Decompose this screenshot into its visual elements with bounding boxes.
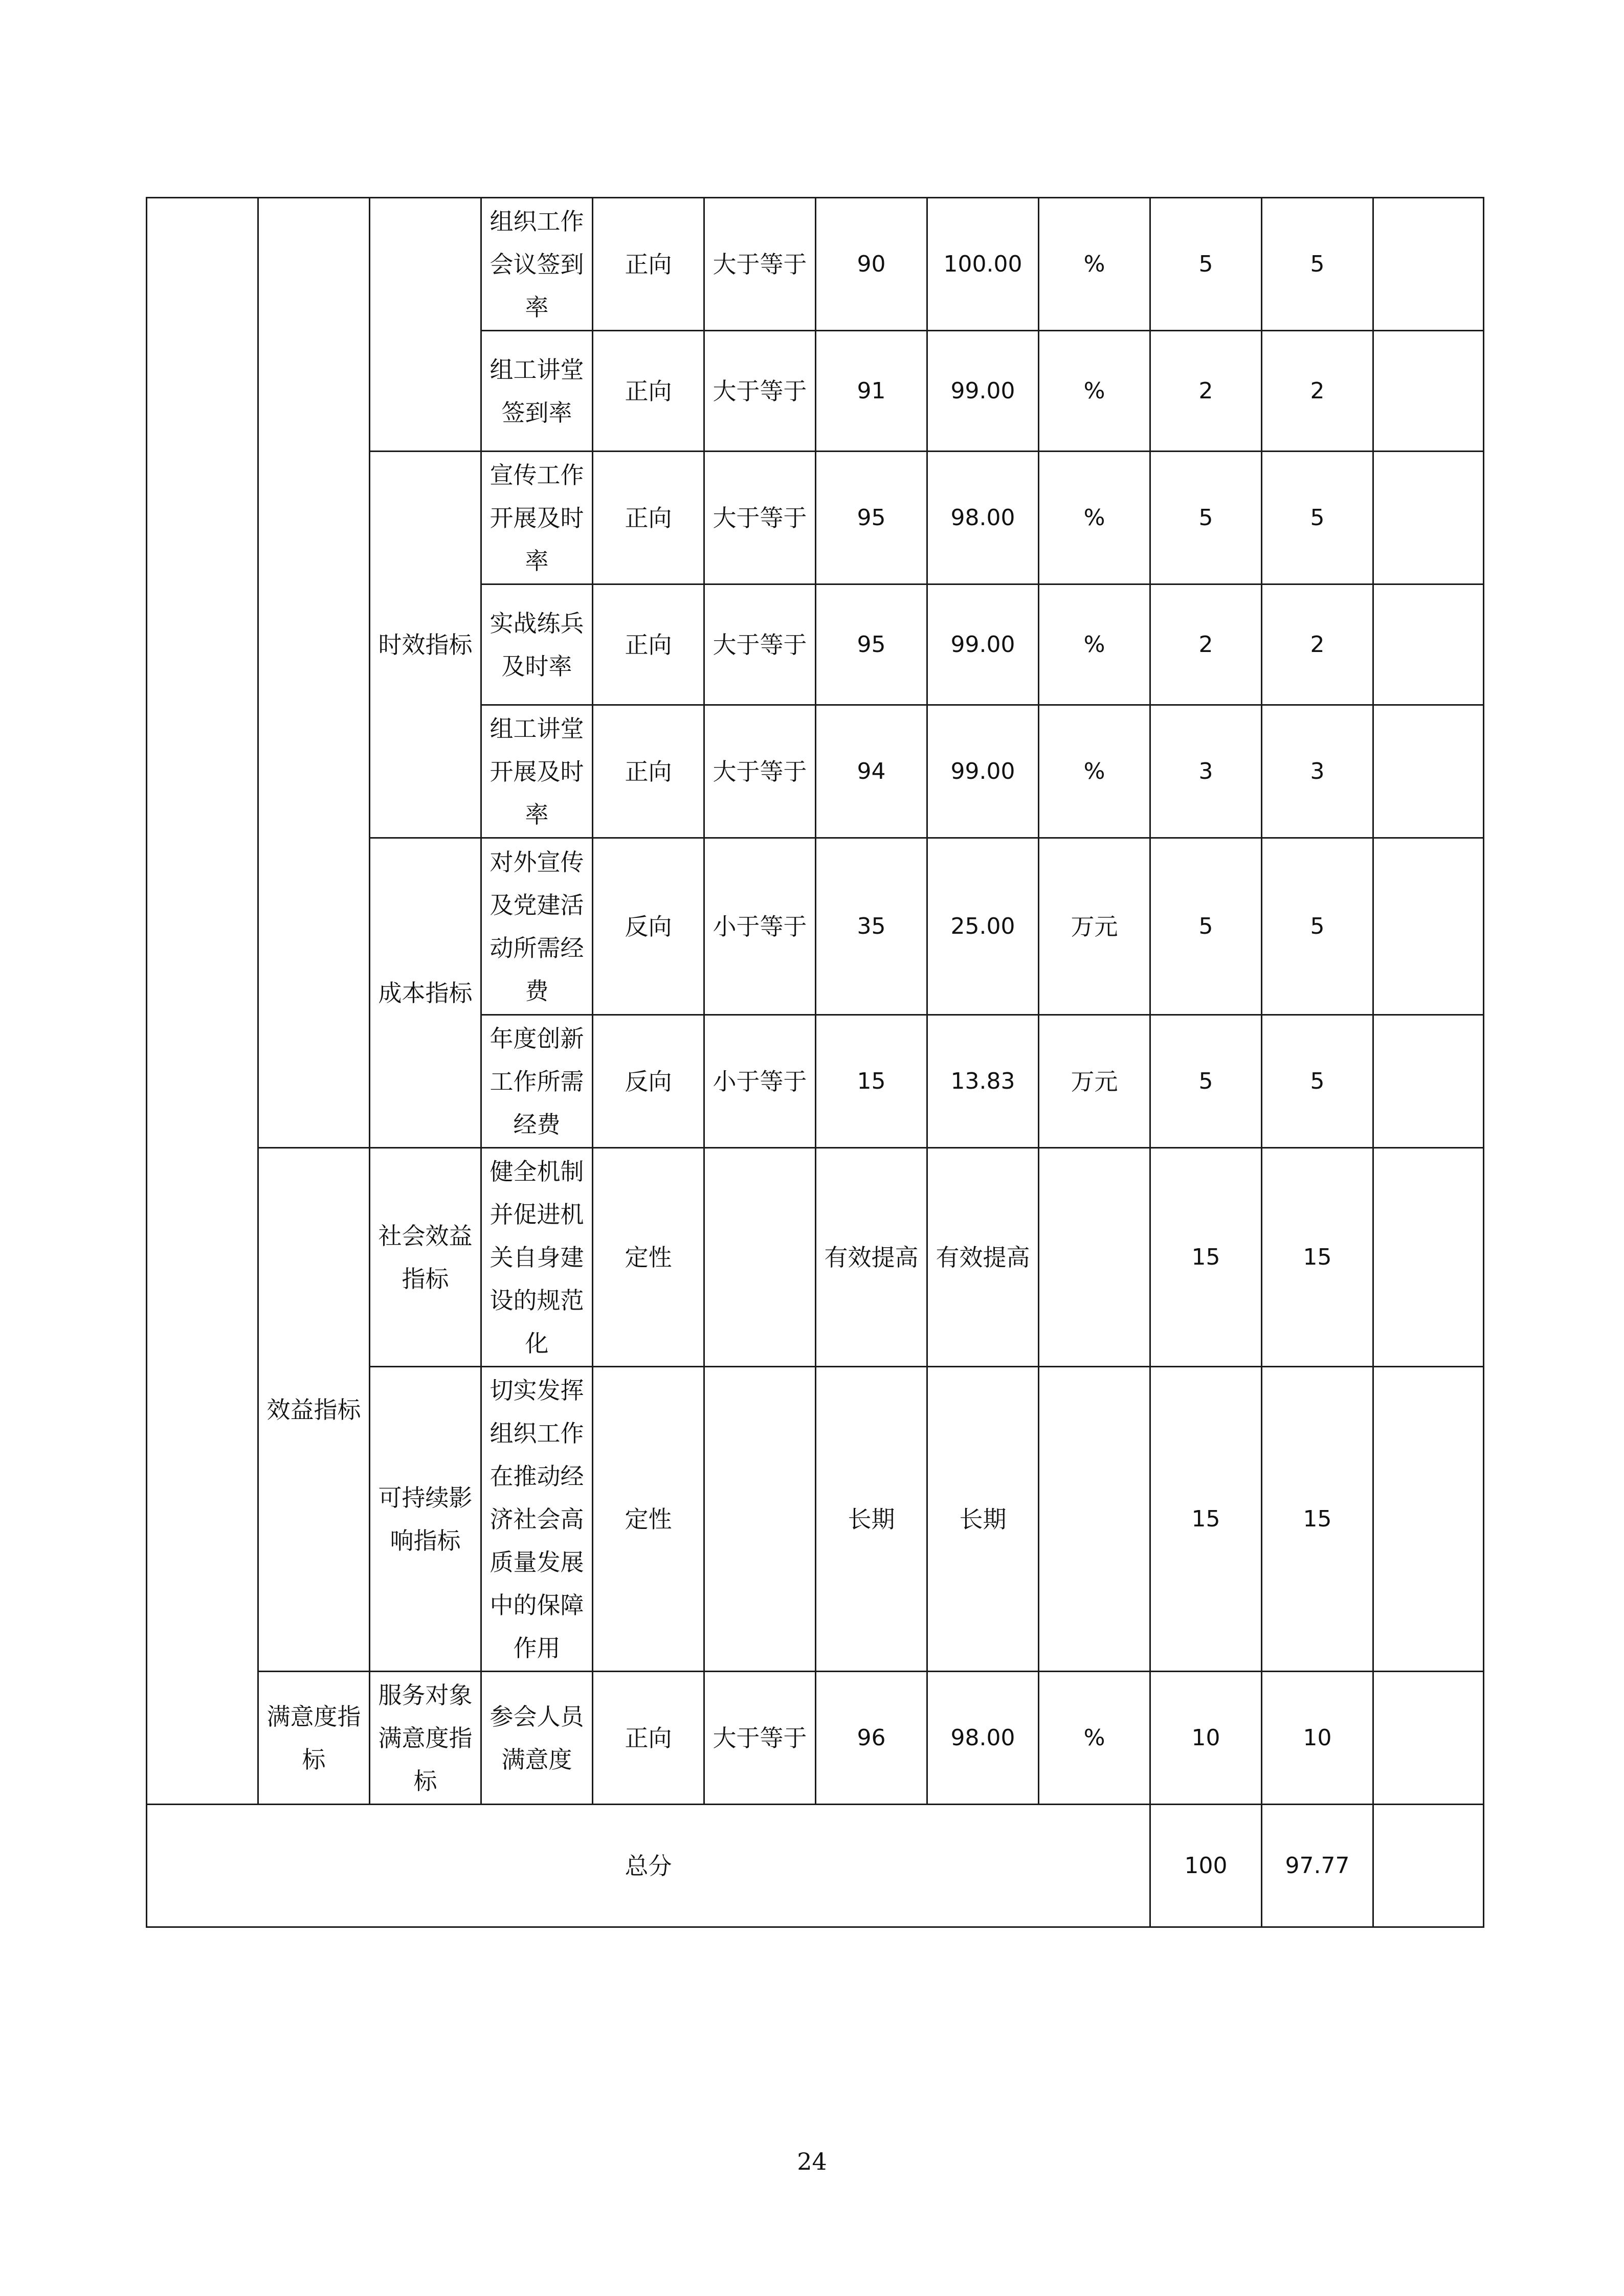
table-row bbox=[147, 1672, 1484, 1805]
weight: 15 bbox=[1150, 1148, 1262, 1367]
category-cost: 成本指标 bbox=[370, 838, 481, 1148]
indicator-name: 实战练兵及时率 bbox=[481, 584, 593, 705]
indicator-name: 年度创新工作所需经费 bbox=[481, 1015, 593, 1148]
category-social-benefit: 社会效益指标 bbox=[370, 1148, 481, 1367]
indicator-operator: 大于等于 bbox=[704, 1672, 816, 1805]
category-satisfaction: 满意度指标 bbox=[258, 1672, 370, 1805]
indicator-name: 组织工作会议签到率 bbox=[481, 198, 593, 331]
weight: 15 bbox=[1150, 1367, 1262, 1672]
unit: 万元 bbox=[1039, 1015, 1150, 1148]
remark-cell bbox=[1373, 705, 1484, 838]
remark-cell bbox=[1373, 1367, 1484, 1672]
total-row bbox=[147, 1805, 1484, 1927]
unit: % bbox=[1039, 705, 1150, 838]
score: 5 bbox=[1262, 1015, 1373, 1148]
table-row bbox=[147, 198, 1484, 331]
category-benefit: 效益指标 bbox=[258, 1148, 370, 1672]
indicator-direction: 正向 bbox=[593, 705, 704, 838]
actual-value: 长期 bbox=[927, 1367, 1039, 1672]
table-row bbox=[147, 1148, 1484, 1367]
indicator-direction: 定性 bbox=[593, 1367, 704, 1672]
unit: 万元 bbox=[1039, 838, 1150, 1015]
target-value: 95 bbox=[816, 584, 927, 705]
score: 2 bbox=[1262, 584, 1373, 705]
weight: 5 bbox=[1150, 452, 1262, 584]
indicator-name: 切实发挥组织工作在推动经济社会高质量发展中的保障作用 bbox=[481, 1367, 593, 1672]
indicator-direction: 正向 bbox=[593, 198, 704, 331]
score: 15 bbox=[1262, 1148, 1373, 1367]
indicator-name: 宣传工作开展及时率 bbox=[481, 452, 593, 584]
unit: % bbox=[1039, 331, 1150, 452]
unit: % bbox=[1039, 1672, 1150, 1805]
indicator-name: 组工讲堂签到率 bbox=[481, 331, 593, 452]
remark-cell bbox=[1373, 1148, 1484, 1367]
indicator-name: 对外宣传及党建活动所需经费 bbox=[481, 838, 593, 1015]
remark-cell bbox=[1373, 331, 1484, 452]
indicator-direction: 正向 bbox=[593, 584, 704, 705]
score: 2 bbox=[1262, 331, 1373, 452]
score: 15 bbox=[1262, 1367, 1373, 1672]
actual-value: 99.00 bbox=[927, 584, 1039, 705]
weight: 3 bbox=[1150, 705, 1262, 838]
target-value: 91 bbox=[816, 331, 927, 452]
indicator-operator: 小于等于 bbox=[704, 1015, 816, 1148]
unit bbox=[1039, 1367, 1150, 1672]
remark-cell bbox=[1373, 1015, 1484, 1148]
level3-cell-blank bbox=[370, 198, 481, 452]
target-value: 长期 bbox=[816, 1367, 927, 1672]
indicator-name: 组工讲堂开展及时率 bbox=[481, 705, 593, 838]
actual-value: 98.00 bbox=[927, 452, 1039, 584]
target-value: 35 bbox=[816, 838, 927, 1015]
level1-cell-blank bbox=[147, 198, 258, 1805]
indicator-operator: 大于等于 bbox=[704, 198, 816, 331]
indicator-name: 健全机制并促进机关自身建设的规范化 bbox=[481, 1148, 593, 1367]
category-timeliness: 时效指标 bbox=[370, 452, 481, 838]
weight: 2 bbox=[1150, 584, 1262, 705]
indicator-operator bbox=[704, 1148, 816, 1367]
indicator-direction: 正向 bbox=[593, 452, 704, 584]
indicator-operator: 大于等于 bbox=[704, 452, 816, 584]
score: 3 bbox=[1262, 705, 1373, 838]
indicator-direction: 正向 bbox=[593, 1672, 704, 1805]
weight: 2 bbox=[1150, 331, 1262, 452]
target-value: 有效提高 bbox=[816, 1148, 927, 1367]
total-score: 97.77 bbox=[1262, 1805, 1373, 1927]
weight: 5 bbox=[1150, 838, 1262, 1015]
actual-value: 99.00 bbox=[927, 331, 1039, 452]
category-service-satisfaction: 服务对象满意度指标 bbox=[370, 1672, 481, 1805]
score: 5 bbox=[1262, 838, 1373, 1015]
indicator-direction: 反向 bbox=[593, 1015, 704, 1148]
total-weight: 100 bbox=[1150, 1805, 1262, 1927]
remark-cell bbox=[1373, 1672, 1484, 1805]
actual-value: 99.00 bbox=[927, 705, 1039, 838]
weight: 5 bbox=[1150, 198, 1262, 331]
remark-cell bbox=[1373, 584, 1484, 705]
indicator-operator: 大于等于 bbox=[704, 584, 816, 705]
unit: % bbox=[1039, 584, 1150, 705]
unit: % bbox=[1039, 198, 1150, 331]
score: 10 bbox=[1262, 1672, 1373, 1805]
total-label: 总分 bbox=[147, 1805, 1150, 1927]
target-value: 90 bbox=[816, 198, 927, 331]
remark-cell bbox=[1373, 838, 1484, 1015]
score: 5 bbox=[1262, 452, 1373, 584]
indicator-direction: 定性 bbox=[593, 1148, 704, 1367]
indicator-operator: 大于等于 bbox=[704, 705, 816, 838]
target-value: 95 bbox=[816, 452, 927, 584]
score: 5 bbox=[1262, 198, 1373, 331]
remark-cell bbox=[1373, 452, 1484, 584]
weight: 10 bbox=[1150, 1672, 1262, 1805]
performance-indicator-table bbox=[146, 197, 1484, 1928]
indicator-name: 参会人员满意度 bbox=[481, 1672, 593, 1805]
category-sustainable: 可持续影响指标 bbox=[370, 1367, 481, 1672]
target-value: 15 bbox=[816, 1015, 927, 1148]
level2-cell-blank bbox=[258, 198, 370, 1148]
indicator-direction: 反向 bbox=[593, 838, 704, 1015]
page-number: 24 bbox=[797, 2148, 827, 2175]
target-value: 96 bbox=[816, 1672, 927, 1805]
remark-cell bbox=[1373, 198, 1484, 331]
unit bbox=[1039, 1148, 1150, 1367]
actual-value: 100.00 bbox=[927, 198, 1039, 331]
unit: % bbox=[1039, 452, 1150, 584]
actual-value: 25.00 bbox=[927, 838, 1039, 1015]
indicator-direction: 正向 bbox=[593, 331, 704, 452]
weight: 5 bbox=[1150, 1015, 1262, 1148]
actual-value: 13.83 bbox=[927, 1015, 1039, 1148]
remark-cell bbox=[1373, 1805, 1484, 1927]
indicator-operator: 大于等于 bbox=[704, 331, 816, 452]
actual-value: 有效提高 bbox=[927, 1148, 1039, 1367]
indicator-operator: 小于等于 bbox=[704, 838, 816, 1015]
actual-value: 98.00 bbox=[927, 1672, 1039, 1805]
target-value: 94 bbox=[816, 705, 927, 838]
indicator-operator bbox=[704, 1367, 816, 1672]
